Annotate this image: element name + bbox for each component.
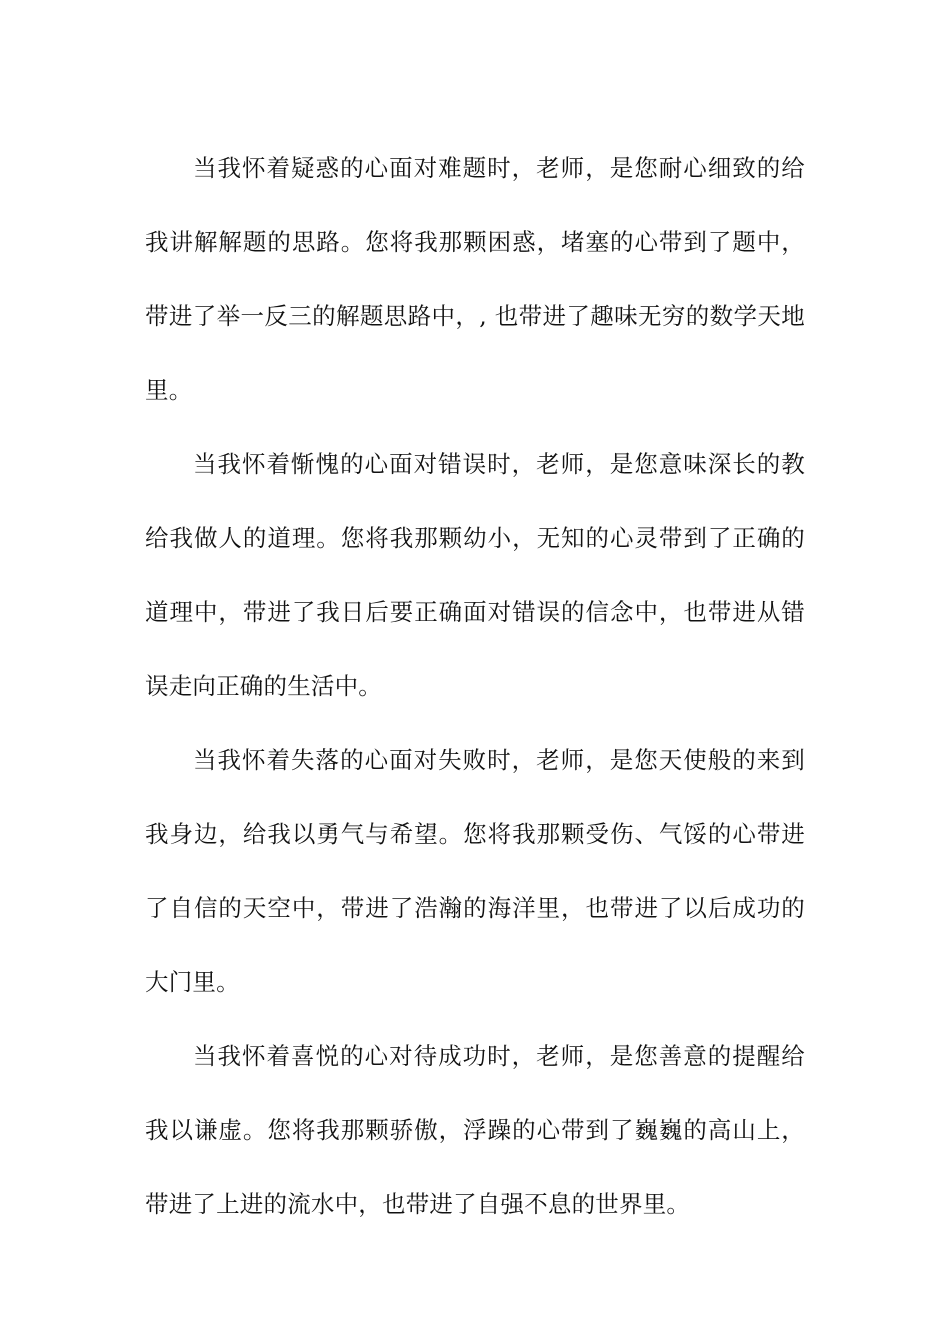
paragraph-failure: 当我怀着失落的心面对失败时，老师，是您天使般的来到我身边，给我以勇气与希望。您将我那颗受伤、气馁的心带进了自信的天空中，带进了浩瀚的海洋里，也带进了以后成功的大门里。 bbox=[145, 746, 805, 996]
paragraph-difficulty: 当我怀着疑惑的心面对难题时，老师，是您耐心细致的给我讲解解题的思路。您将我那颗困惑，堵塞的心带到了题中，带进了举一反三的解题思路中，, 也带进了趣味无穷的数学天地里。 bbox=[145, 154, 805, 404]
paragraph-mistake: 当我怀着惭愧的心面对错误时，老师，是您意味深长的教给我做人的道理。您将我那颗幼小，无知的心灵带到了正确的道理中，带进了我日后要正确面对错误的信念中，也带进从错误走向正确的生活中。 bbox=[145, 450, 805, 700]
paragraph-success: 当我怀着喜悦的心对待成功时，老师，是您善意的提醒给我以谦虚。您将我那颗骄傲，浮躁的心带到了巍巍的高山上，带进了上进的流水中，也带进了自强不息的世界里。 bbox=[145, 1042, 805, 1218]
body-text bbox=[145, 131, 805, 1241]
